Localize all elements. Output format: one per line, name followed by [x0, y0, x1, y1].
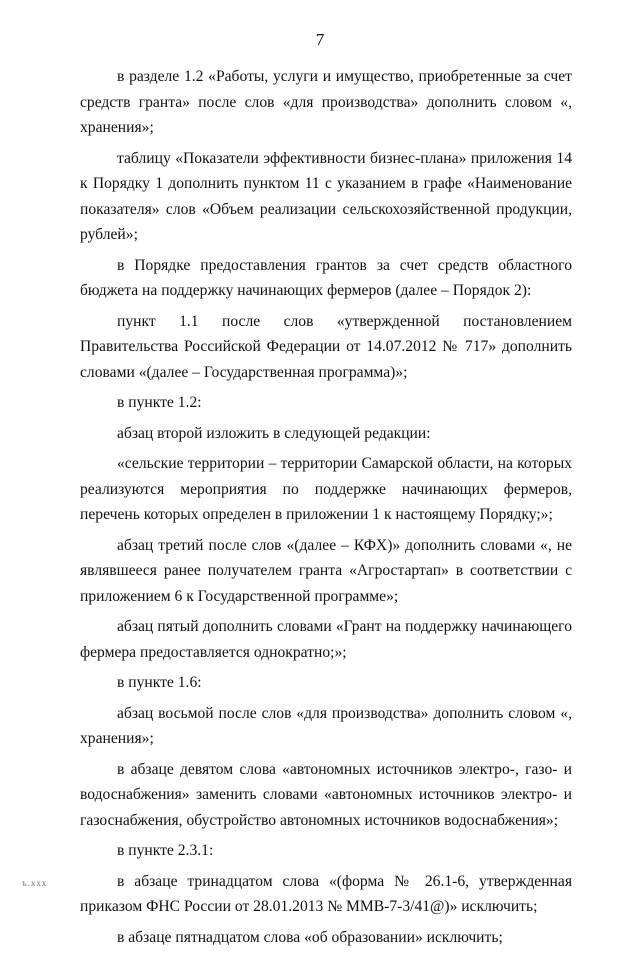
document-body	[80, 64, 572, 955]
paragraph: абзац пятый дополнить словами «Грант на поддержку начинающего фермера предоставляется однократно;»;	[80, 618, 572, 661]
paragraph: в разделе 1.2 «Работы, услуги и имущество, приобретенные за счет средств гранта» после слов «для производства» дополнить словом «, хранения»;	[80, 68, 572, 136]
page-number: 7	[315, 30, 325, 49]
paragraph: абзац третий после слов «(далее – КФХ)» дополнить словами «, не являвшееся ранее получателем гранта «Агростартап» в соответствии с приложением 6 к Государственной программе»;	[80, 536, 572, 605]
paragraph: в пункте 1.6:	[117, 674, 202, 691]
paragraph: в абзаце пятнадцатом слова «об образовании» исключить;	[117, 928, 503, 946]
paragraph: пункт 1.1 после слов «утвержденной постановлением Правительства Российской Федерации от 14.07.2012 № 717» дополнить словами «(далее – Государственная программа)»;	[80, 312, 572, 381]
paragraph: в пункте 2.3.1:	[117, 842, 214, 859]
paragraph: в Порядке предоставления грантов за счет средств областного бюджета на поддержку начинающих фермеров (далее – Порядок 2):	[80, 256, 572, 299]
paragraph: абзац второй изложить в следующей редакции:	[117, 424, 431, 442]
paragraph: в абзаце тринадцатом слова «(форма № 26.1-6, утвержденная приказом ФНС России от 28.01.2013 № ММВ-7-3/41@)» исключить;	[80, 872, 572, 915]
paragraph: в пункте 1.2:	[117, 394, 202, 411]
paragraph: «сельские территории – территории Самарской области, на которых реализуются мероприятия по поддержке начинающих фермеров, перечень которых определен в приложении 1 к настоящему Порядку;»;	[80, 455, 572, 523]
paragraph: в абзаце девятом слова «автономных источников электро-, газо- и водоснабжения» заменить словами «автономных источников электро- и газоснабжения, обустройство автономных источников водоснабжения»;	[80, 760, 572, 829]
scan-mark: ъ.ххх	[22, 878, 48, 888]
paragraph: таблицу «Показатели эффективности бизнес-плана» приложения 14 к Порядку 1 дополнить пунктом 11 с указанием в графе «Наименование показателя» слов «Объем реализации сельскохозяйственной продукции, рублей»;	[80, 149, 572, 243]
paragraph: абзац восьмой после слов «для производства» дополнить словом «, хранения»;	[80, 704, 572, 747]
